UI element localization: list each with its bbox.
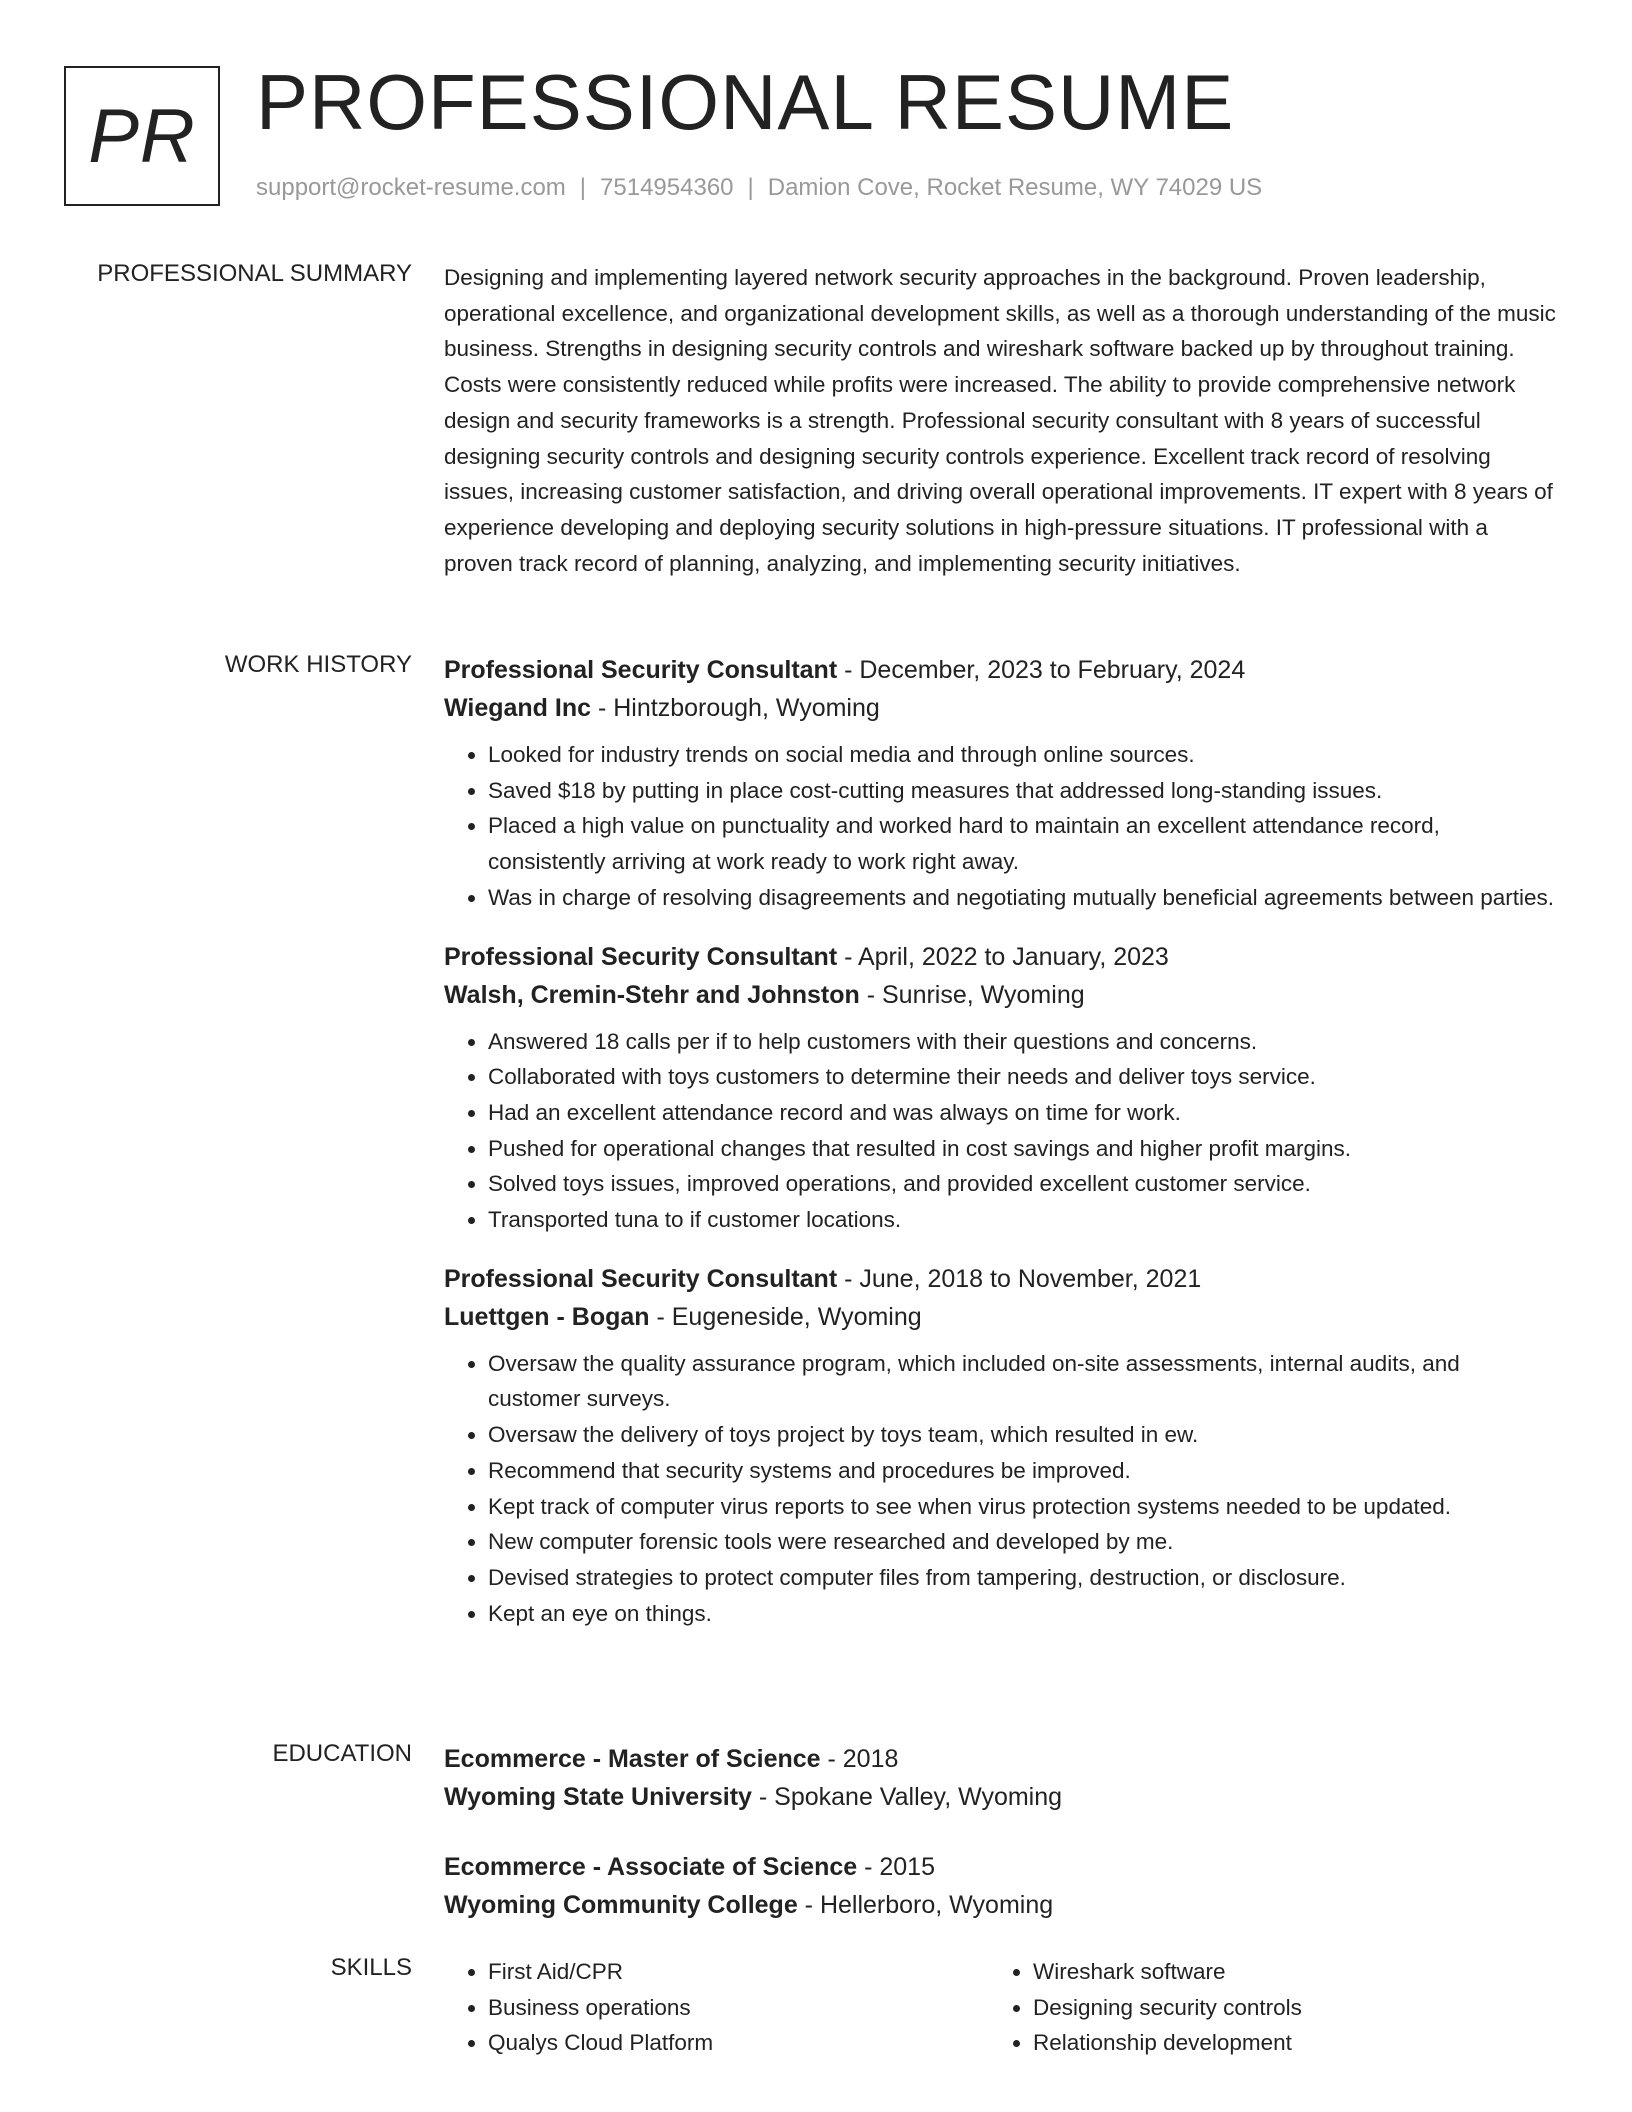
- summary-text: Designing and implementing layered network security approaches in the background. Proven leadership, operational excellence, and organizational development skills, as well as a thorough understanding of the music business. Strengths in designing security controls and wireshark software backed up by throughout training. Costs were consistently reduced while profits were increased. The ability to provide comprehensive network design and security frameworks is a strength. Professional security consultant with 8 years of successful designing security controls and designing security controls experience. Excellent track record of resolving issues, increasing customer satisfaction, and driving overall operational improvements. IT expert with 8 years of experience developing and deploying security solutions in high-pressure situations. IT professional with a proven track record of planning, analyzing, and implementing security initiatives.: [444, 265, 1556, 576]
- skills-grid: [444, 1954, 1556, 2061]
- contact-address: Damion Cove, Rocket Resume, WY 74029 US: [767, 174, 1263, 201]
- education-location: - Spokane Valley, Wyoming: [751, 1783, 1063, 1811]
- education-body: [444, 1740, 1556, 1956]
- education-degree: Ecommerce - Associate of Science: [444, 1853, 858, 1881]
- education-entry: [444, 1740, 1556, 1816]
- job-company-line: [444, 689, 1556, 727]
- skill-item: • Relationship development: [1033, 2025, 1534, 2061]
- education-school-line: [444, 1886, 1556, 1924]
- job-location: - Eugeneside, Wyoming: [649, 1302, 922, 1331]
- job-title: Professional Security Consultant: [444, 1264, 838, 1293]
- page-title: PROFESSIONAL RESUME: [256, 58, 1235, 146]
- job-title-line: [444, 651, 1556, 689]
- job-bullet-item: • Was in charge of resolving disagreements and negotiating mutually beneficial agreements between parties.: [488, 880, 1556, 916]
- education-degree-line: [444, 1740, 1556, 1778]
- job-bullet-item: • Had an excellent attendance record and was always on time for work.: [488, 1095, 1556, 1131]
- job-bullet-item: • Looked for industry trends on social media and through online sources.: [488, 737, 1556, 773]
- section-label-summary: PROFESSIONAL SUMMARY: [97, 260, 412, 287]
- section-label-skills: SKILLS: [330, 1954, 412, 1981]
- monogram-box: [64, 66, 220, 206]
- job-bullet-item: • Oversaw the quality assurance program, which included on-site assessments, internal audits, and customer surveys.: [488, 1346, 1556, 1417]
- job-dates: - December, 2023 to February, 2024: [837, 656, 1246, 684]
- job-entry: [444, 1260, 1556, 1632]
- job-bullets: [444, 1346, 1556, 1632]
- job-bullet-item: • New computer forensic tools were researched and developed by me.: [488, 1524, 1556, 1560]
- job-bullet-item: • Devised strategies to protect computer files from tampering, destruction, or disclosure.: [488, 1560, 1556, 1596]
- skill-item: • First Aid/CPR: [488, 1954, 989, 1990]
- contact-email[interactable]: support@rocket-resume.com: [256, 174, 566, 201]
- job-bullet-item: • Saved $18 by putting in place cost-cutting measures that addressed long-standing issues.: [488, 773, 1556, 809]
- job-bullet-item: • Recommend that security systems and procedures be improved.: [488, 1453, 1556, 1489]
- section-label-education: EDUCATION: [272, 1740, 412, 1767]
- job-company: Walsh, Cremin-Stehr and Johnston: [444, 980, 860, 1009]
- skill-item: • Wireshark software: [1033, 1954, 1534, 1990]
- job-title-line: [444, 1260, 1556, 1298]
- job-bullet-item: • Oversaw the delivery of toys project by toys team, which resulted in ew.: [488, 1417, 1556, 1453]
- job-entry: [444, 938, 1556, 1238]
- job-company-line: [444, 976, 1556, 1014]
- contact-separator: |: [579, 174, 587, 201]
- section-label-work-history: WORK HISTORY: [224, 651, 412, 678]
- education-degree: Ecommerce - Master of Science: [444, 1745, 821, 1773]
- education-school: Wyoming Community College: [444, 1891, 798, 1919]
- skill-item: • Qualys Cloud Platform: [488, 2025, 989, 2061]
- contact-line: [256, 174, 1262, 202]
- job-company: Wiegand Inc: [444, 694, 592, 722]
- job-bullets: [444, 1024, 1556, 1238]
- work-history-body: [444, 651, 1556, 1653]
- skills-column-right: [989, 1954, 1534, 2061]
- job-bullets: [444, 737, 1556, 916]
- education-school-line: [444, 1778, 1556, 1816]
- job-location: - Sunrise, Wyoming: [859, 980, 1085, 1009]
- summary-body: [444, 260, 1556, 581]
- skills-body: [444, 1954, 1556, 2061]
- skills-list-right: [989, 1954, 1534, 2061]
- education-school: Wyoming State University: [444, 1783, 752, 1811]
- skills-list-left: [444, 1954, 989, 2061]
- job-bullet-item: • Collaborated with toys customers to determine their needs and deliver toys service.: [488, 1059, 1556, 1095]
- education-year: - 2018: [820, 1745, 899, 1773]
- job-title: Professional Security Consultant: [444, 656, 838, 684]
- skills-column-left: [444, 1954, 989, 2061]
- job-entry: [444, 651, 1556, 916]
- job-title-line: [444, 938, 1556, 976]
- job-bullet-item: • Pushed for operational changes that resulted in cost savings and higher profit margins.: [488, 1131, 1556, 1167]
- education-degree-line: [444, 1848, 1556, 1886]
- job-bullet-item: • Solved toys issues, improved operations, and provided excellent customer service.: [488, 1166, 1556, 1202]
- job-bullet-item: • Kept an eye on things.: [488, 1596, 1556, 1632]
- contact-separator: |: [747, 174, 754, 201]
- skill-item: • Designing security controls: [1033, 1990, 1534, 2026]
- job-dates: - April, 2022 to January, 2023: [837, 942, 1169, 971]
- job-company-line: [444, 1298, 1556, 1336]
- job-dates: - June, 2018 to November, 2021: [837, 1264, 1202, 1293]
- skill-item: • Business operations: [488, 1990, 989, 2026]
- contact-phone[interactable]: 7514954360: [600, 174, 734, 201]
- job-location: - Hintzborough, Wyoming: [591, 694, 880, 722]
- monogram-initials: PR: [88, 93, 196, 179]
- job-company: Luettgen - Bogan: [444, 1302, 650, 1331]
- job-bullet-item: • Answered 18 calls per if to help customers with their questions and concerns.: [488, 1024, 1556, 1060]
- job-bullet-item: • Kept track of computer virus reports to see when virus protection systems needed to be updated.: [488, 1489, 1556, 1525]
- education-location: - Hellerboro, Wyoming: [797, 1891, 1054, 1919]
- job-bullet-item: • Transported tuna to if customer locations.: [488, 1202, 1556, 1238]
- education-entry: [444, 1848, 1556, 1924]
- job-title: Professional Security Consultant: [444, 942, 838, 971]
- job-bullet-item: • Placed a high value on punctuality and worked hard to maintain an excellent attendance record, consistently arriving at work ready to work right away.: [488, 808, 1556, 879]
- education-year: - 2015: [857, 1853, 935, 1881]
